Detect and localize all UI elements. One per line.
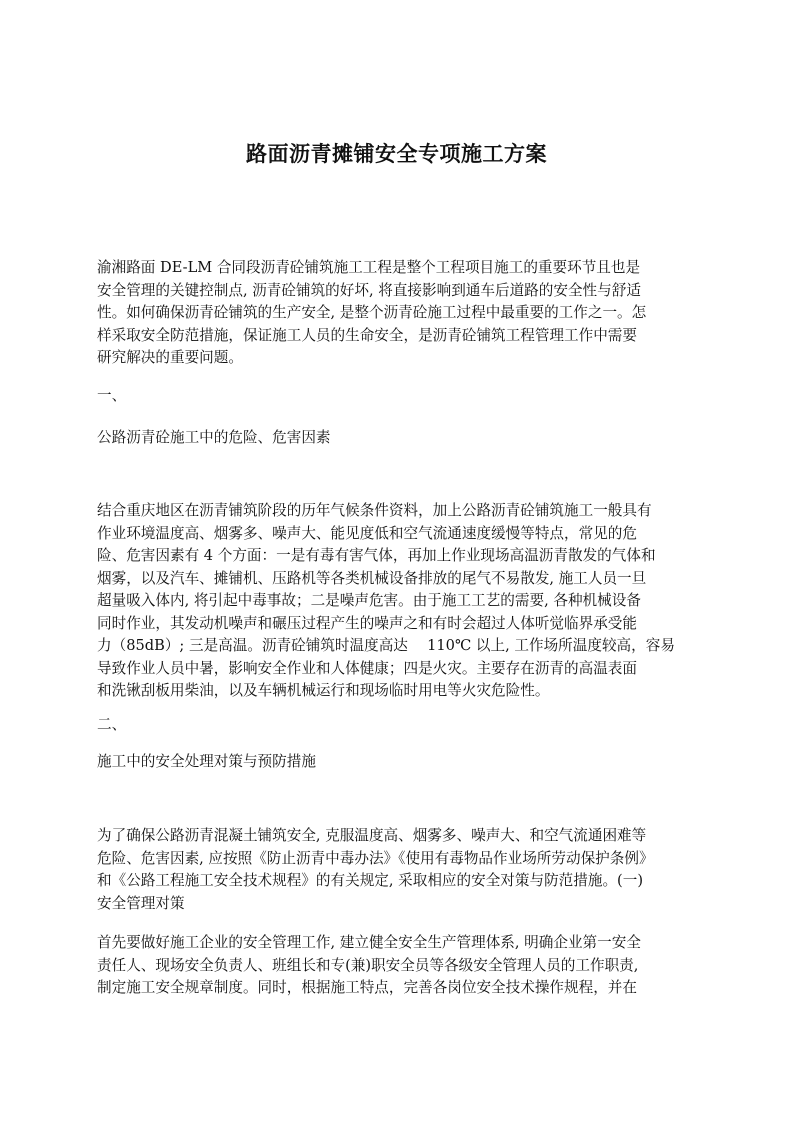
paragraph-line: 力（85dB）; 三是高温。沥青砼铺筑时温度高达 110℃ 以上, 工作场所温度较高，容易 [97,637,675,654]
paragraph-line: 同时作业，其发动机噪声和碾压过程产生的噪声之和有时会超过人体听觉临界承受能 [97,614,637,632]
paragraph-line: 烟雾，以及汽车、摊铺机、压路机等各类机械设备排放的尾气不易散发, 施工人员一旦 [97,569,647,587]
paragraph-line: 样采取安全防范措施，保证施工人员的生命安全，是沥青砼铺筑工程管理工作中需要 [97,326,637,344]
paragraph-line: 危险、危害因素, 应按照《防止沥青中毒办法》《使用有毒物品作业场所劳动保护条例》 [97,849,654,867]
paragraph-line: 性。如何确保沥青砼铺筑的生产安全, 是整个沥青砼施工过程中最重要的工作之一。怎 [97,304,647,321]
paragraph-line: 制定施工安全规章制度。同时，根据施工特点，完善各岗位安全技术操作规程，并在 [97,979,637,996]
document-title: 路面沥青摊铺安全专项施工方案 [246,142,547,166]
paragraph-line: 为了确保公路沥青混凝土铺筑安全, 克服温度高、烟雾多、噪声大、和空气流通困难等 [97,827,647,844]
paragraph-line: 险、危害因素有 4 个方面：一是有毒有害气体，再加上作业现场高温沥青散发的气体和 [97,547,656,564]
paragraph-line: 超量吸入体内, 将引起中毒事故；二是噪声危害。由于施工工艺的需要, 各种机械设备 [97,592,641,609]
paragraph-line: 和洗锹刮板用柴油，以及车辆机械运行和现场临时用电等火灾危险性。 [97,682,550,699]
paragraph-line: 安全管理的关键控制点, 沥青砼铺筑的好坏, 将直接影响到通车后道路的安全性与舒适 [97,281,641,299]
section-2-number: 二、 [97,716,127,733]
paragraph-line: 作业环境温度高、烟雾多、噪声大、能见度低和空气流通速度缓慢等特点，常见的危 [97,524,637,542]
intro-paragraph [97,257,707,370]
paragraph-line: 责任人、现场安全负责人、班组长和专(兼)职安全员等各级安全管理人员的工作职责, [97,956,639,974]
paragraph-line: 安全管理对策 [97,894,185,912]
paragraph-line: 导致作业人员中暑，影响安全作业和人体健康；四是火灾。主要存在沥青的高温表面 [97,659,637,677]
paragraph-line: 和《公路工程施工安全技术规程》的有关规定, 采取相应的安全对策与防范措施。(一) [97,872,644,889]
section-1-paragraph [97,500,707,703]
section-1-heading: 公路沥青砼施工中的危险、危害因素 [97,429,331,446]
section-1-number: 一、 [97,387,127,404]
paragraph-line: 渝湘路面 DE-LM 合同段沥青砼铺筑施工工程是整个工程项目施工的重要环节且也是 [97,259,641,276]
paragraph-line: 结合重庆地区在沥青铺筑阶段的历年气候条件资料，加上公路沥青砼铺筑施工一般具有 [97,502,652,519]
section-2-heading: 施工中的安全处理对策与预防措施 [97,753,316,770]
section-2b-paragraph [97,932,707,1000]
paragraph-line: 首先要做好施工企业的安全管理工作, 建立健全安全生产管理体系, 明确企业第一安全 [97,934,641,951]
section-2-paragraph [97,825,707,915]
paragraph-line: 研究解决的重要问题。 [97,349,243,366]
